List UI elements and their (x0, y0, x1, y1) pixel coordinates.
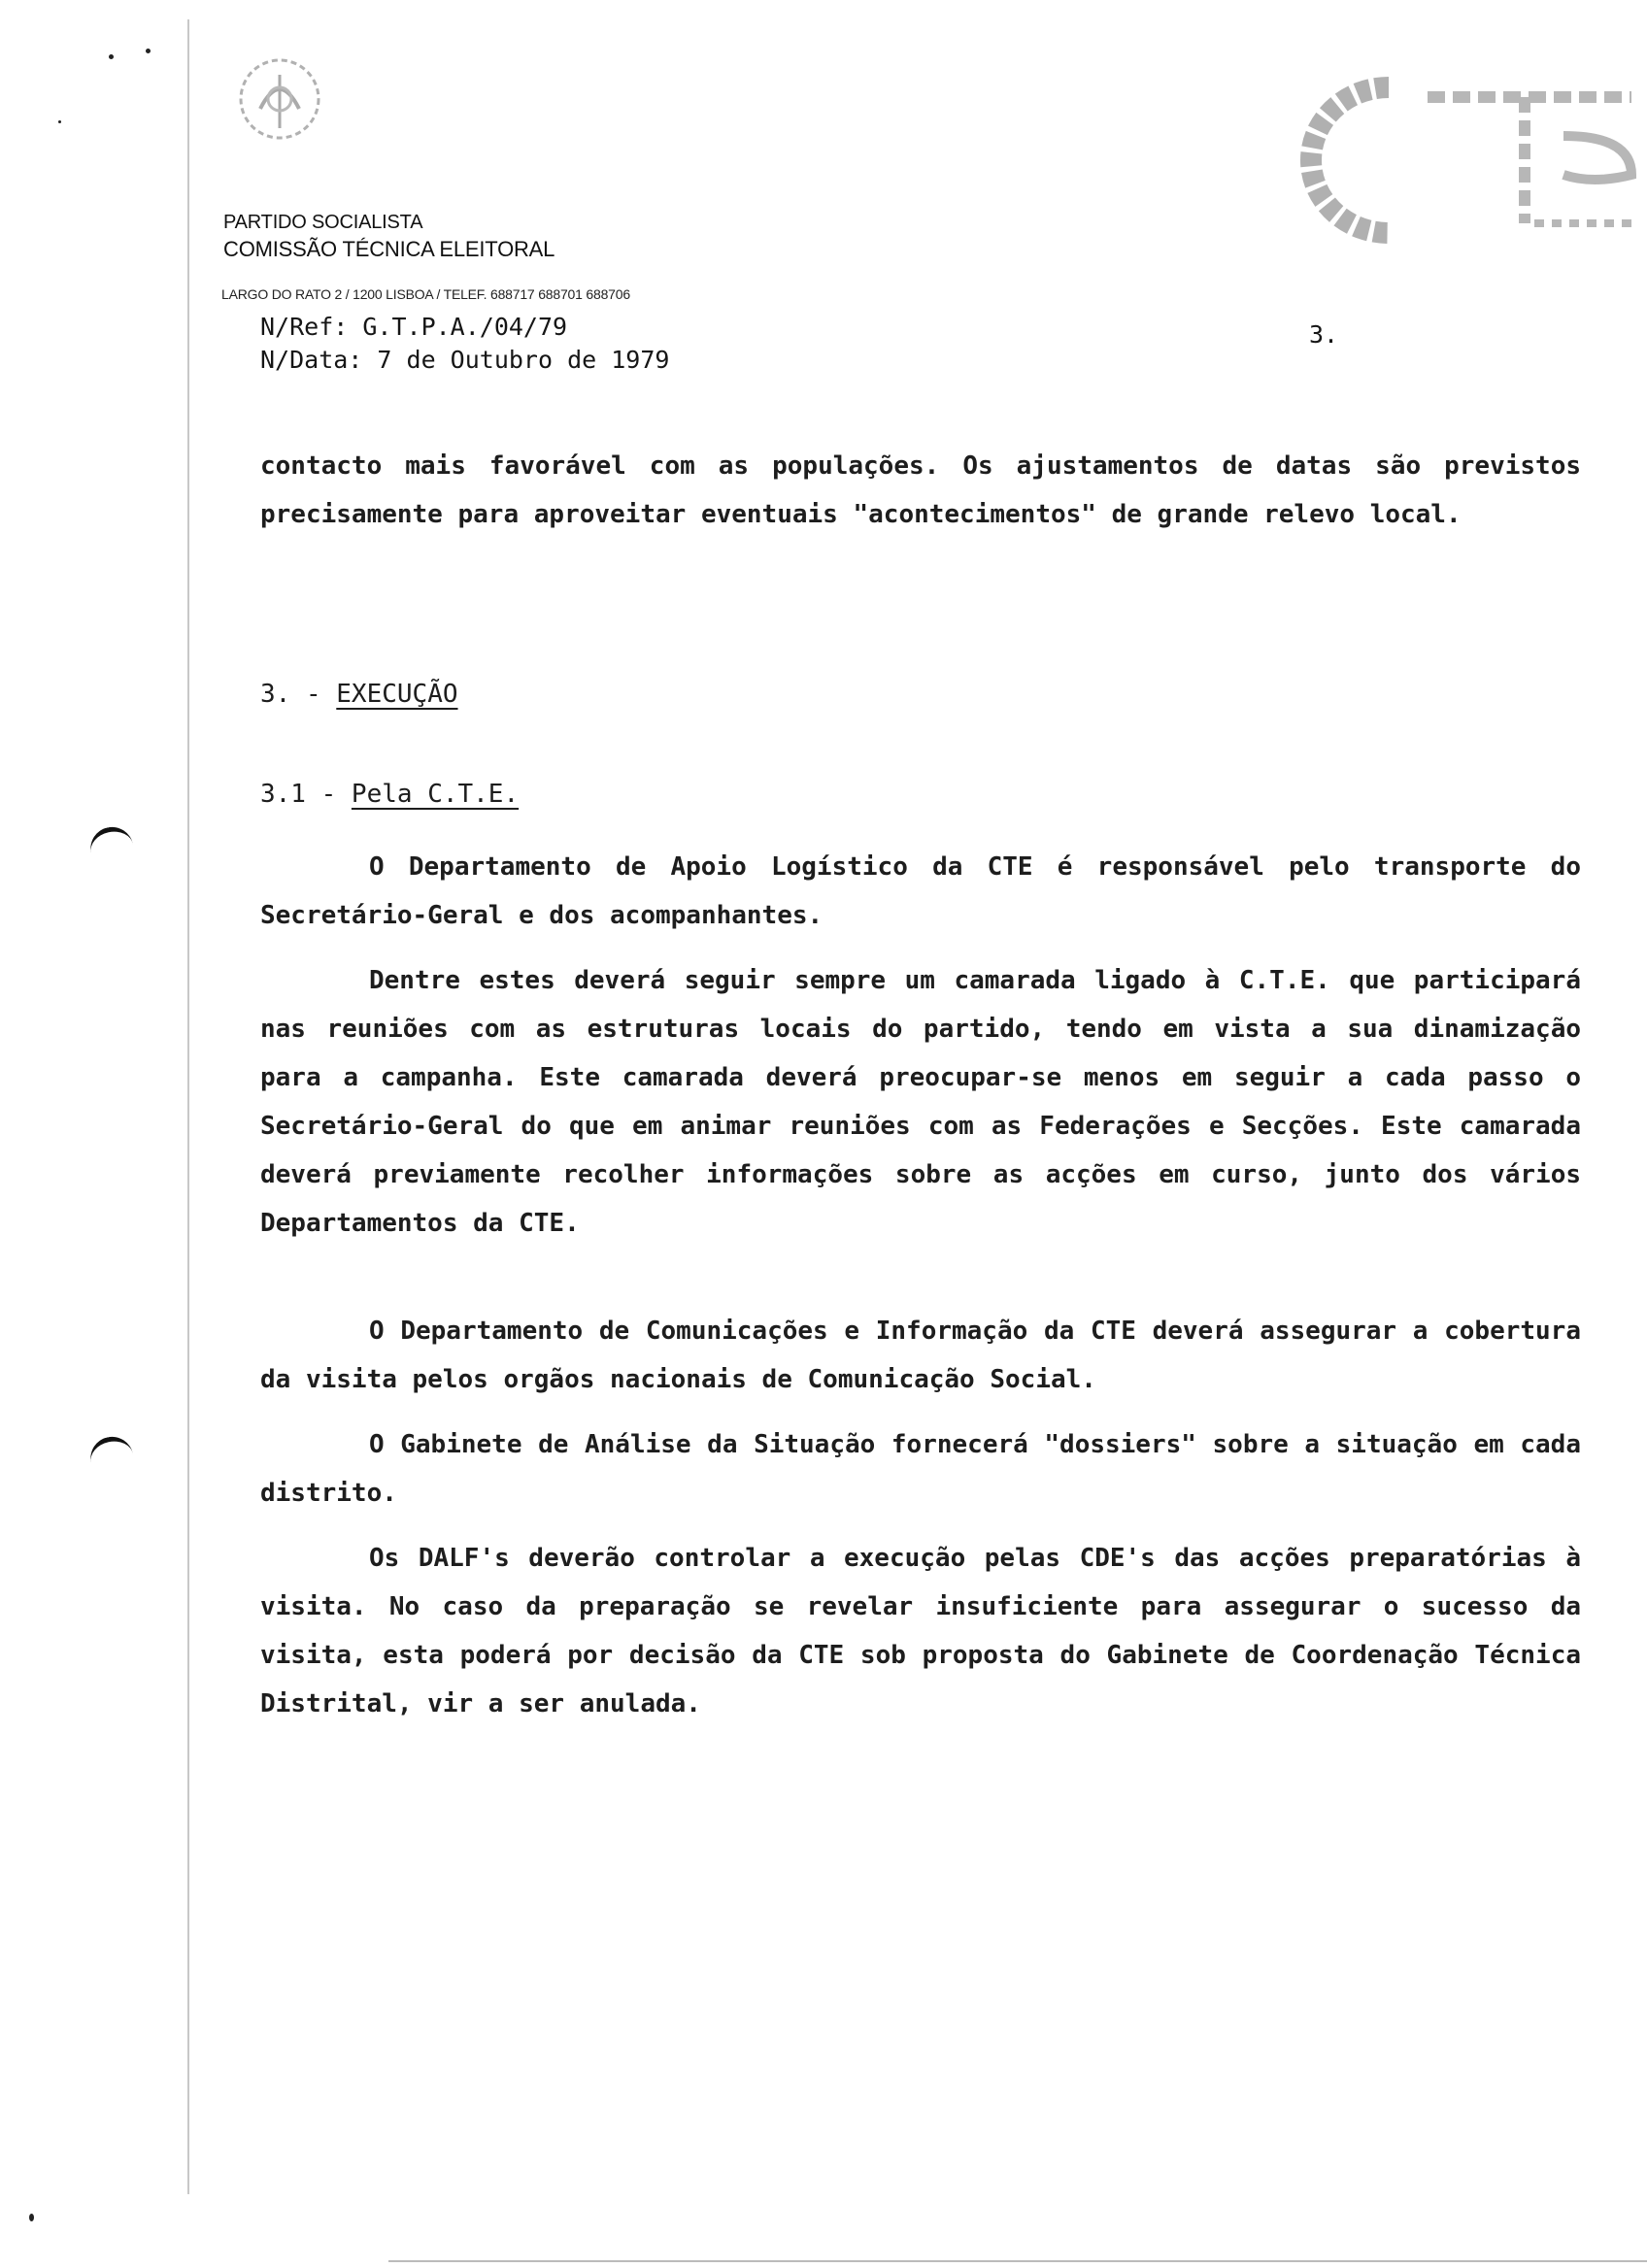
punch-hole-mark (86, 823, 134, 861)
subsection-heading (260, 780, 519, 809)
binder-edge-line (187, 19, 189, 2194)
scan-speck (58, 120, 61, 123)
address-line: LARGO DO RATO 2 / 1200 LISBOA / TELEF. 688717 688701 688706 (221, 286, 630, 302)
cte-logo-icon (1243, 29, 1641, 272)
scan-speck (146, 49, 151, 53)
body-paragraph: O Departamento de Apoio Logístico da CTE é responsável pelo transporte do Secretário-Geral e dos acompanhantes. (260, 852, 1581, 930)
subsection-number: 3.1 - (260, 780, 352, 809)
page-number: 3. (1309, 320, 1339, 349)
body-paragraph: Dentre estes deverá seguir sempre um camarada ligado à C.T.E. que participará nas reuniões com as estruturas locais do partido, tendo em vista a sua dinamização para a campanha. Este camarada deverá preocupar-se menos em seguir a cada passo o Secretário-Geral do que em animar reuniões com as Federações e Secções. Este camarada deverá previamente recolher informações sobre as acções em curso, junto dos vários Departamentos da CTE. (260, 966, 1581, 1238)
section-heading (260, 680, 458, 709)
party-name: PARTIDO SOCIALISTA (223, 212, 423, 233)
section-title: EXECUÇÃO (336, 680, 458, 709)
punch-hole-mark (86, 1433, 134, 1471)
scan-speck (109, 54, 114, 59)
scan-bottom-edge (388, 2260, 1647, 2262)
party-emblem-icon (231, 50, 328, 157)
reference-number: N/Ref: G.T.P.A./04/79 (260, 313, 568, 341)
intro-paragraph: contacto mais favorável com as populações. Os ajustamentos de datas são previstos precisamente para aproveitar eventuais "acontecimentos" de grande relevo local. (260, 451, 1581, 529)
body-paragraph: O Departamento de Comunicações e Informação da CTE deverá assegurar a cobertura da visita pelos orgãos nacionais de Comunicação Social. (260, 1317, 1581, 1394)
reference-date: N/Data: 7 de Outubro de 1979 (260, 346, 670, 374)
subsection-title: Pela C.T.E. (351, 780, 520, 809)
commission-name: COMISSÃO TÉCNICA ELEITORAL (223, 237, 555, 261)
scan-speck (29, 2214, 34, 2221)
body-paragraph: O Gabinete de Análise da Situação fornecerá "dossiers" sobre a situação em cada distrito. (260, 1430, 1581, 1508)
body-paragraph: Os DALF's deverão controlar a execução pelas CDE's das acções preparatórias à visita. No caso da preparação se revelar insuficiente para assegurar o sucesso da visita, esta poderá por decisão da CTE sob proposta do Gabinete de Coordenação Técnica Distrital, vir a ser anulada. (260, 1544, 1581, 1718)
section-number: 3. - (260, 680, 337, 709)
